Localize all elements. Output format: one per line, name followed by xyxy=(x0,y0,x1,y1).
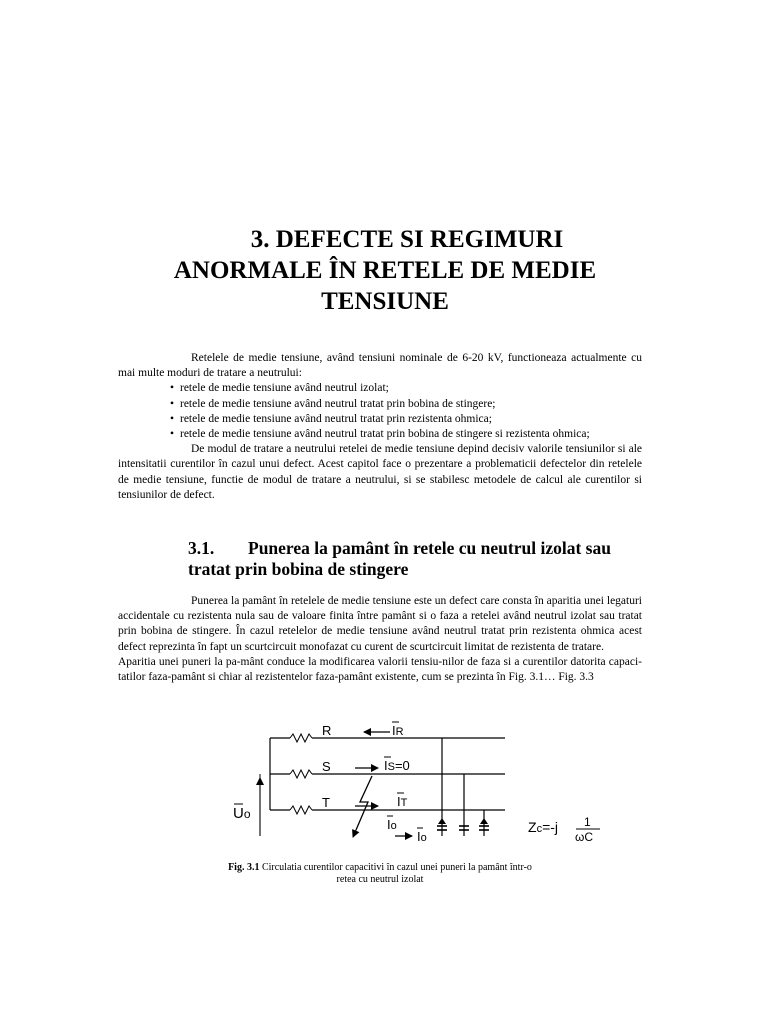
impedance-formula xyxy=(528,815,600,844)
svg-text:ωC: ωC xyxy=(575,830,594,844)
label-phase-s: S xyxy=(322,759,331,774)
section-title-line-2: tratat prin bobina de stingere xyxy=(188,559,409,579)
circuit-svg xyxy=(210,718,610,858)
svg-text:IR: IR xyxy=(392,723,404,738)
intro-paragraph-2: De modul de tratare a neutrului retelei de medie tensiune depind decisiv valorile tensiunilor si ale intensitatii curentilor în cazul unui defect. Acest capitol face o prezentare a problematicii defectelor din retelele de medie tensiune, functie de modul de tratare a neutrului, si se stabilesc metodele de calcul ale curentilor si tensiunilor de defect. xyxy=(118,443,642,501)
caption-text: Circulatia curentilor capacitivi în cazul unei puneri la pamânt într-o xyxy=(259,862,532,873)
resistor-s xyxy=(290,770,312,778)
circuit-diagram xyxy=(210,718,610,858)
current-o2-label xyxy=(417,828,427,844)
chapter-title-line-2: ANORMALE ÎN RETELE DE MEDIE xyxy=(173,257,597,284)
section-title-line-1: Punerea la pamânt în retele cu neutrul izolat sau xyxy=(248,538,611,558)
section-paragraph-2: Aparitia unei puneri la pa-mânt conduce la modificarea valorii tensiu-nilor de faza si a curentilor datorita capaci-tatilor faza-pamânt si chiar al rezistentelor faza-pamânt existente, cum se prezinta în Fig. 3.1… Fig. 3.3 xyxy=(118,655,642,684)
svg-text:Uo: Uo xyxy=(233,805,251,822)
svg-text:IS=0: IS=0 xyxy=(384,758,410,773)
list-item: • retele de medie tensiune având neutrul tratat prin bobina de stingere si rezistenta ohmica; xyxy=(118,427,642,442)
figure-caption xyxy=(210,862,550,886)
label-phase-t: T xyxy=(322,795,330,810)
svg-text:1: 1 xyxy=(584,815,591,829)
chapter-title-line-3: TENSIUNE xyxy=(321,288,449,315)
current-t-label xyxy=(397,793,408,809)
svg-text:Io: Io xyxy=(417,829,427,844)
list-item: • retele de medie tensiune având neutrul tratat prin rezistenta ohmica; xyxy=(118,412,642,427)
chapter-title-line-1: 3. DEFECTE SI REGIMURI xyxy=(250,226,564,253)
section-heading xyxy=(188,538,658,580)
section-number: 3.1. xyxy=(188,538,215,558)
resistor-r xyxy=(290,734,312,742)
treatment-modes-list xyxy=(118,381,642,442)
svg-text:Zc=-j: Zc=-j xyxy=(528,819,559,835)
label-phase-r: R xyxy=(322,723,332,738)
list-item: • retele de medie tensiune având neutrul tratat prin bobina de stingere; xyxy=(118,397,642,412)
current-s-label xyxy=(384,757,410,773)
caption-label: Fig. 3.1 xyxy=(228,862,260,873)
svg-text:Io: Io xyxy=(387,817,397,832)
svg-text:IT: IT xyxy=(397,794,408,809)
chapter-title xyxy=(150,224,620,317)
intro-text xyxy=(118,351,642,503)
current-r-label xyxy=(392,722,404,738)
section-paragraph-1: Punerea la pamânt în retelele de medie tensiune este un defect care consta în aparitia unei legaturi accidentale cu rezistenta nula sau de valoare finita între pamânt si o faza a retelei având neutrul izolat sau tratat prin bobina de stingere. În cazul retelelor de medie tensiune având neutrul tratat prin rezistenta ohmica acest defect reprezinta în fapt un scurtcircuit monofazat cu curent de scurtcircuit limitat de rezistenta de tratare. xyxy=(118,595,642,653)
intro-paragraph-1: Retelele de medie tensiune, având tensiuni nominale de 6-20 kV, functioneaza actualmente cu mai multe moduri de tratare a neutrului: xyxy=(118,352,642,380)
voltage-label xyxy=(233,804,251,822)
caption-text-line-2: retea cu neutrul izolat xyxy=(336,874,424,885)
section-text xyxy=(118,594,642,685)
current-o-label xyxy=(387,816,397,832)
list-item: • retele de medie tensiune având neutrul izolat; xyxy=(118,381,642,396)
fault-symbol xyxy=(356,776,372,830)
resistor-t xyxy=(290,806,312,814)
